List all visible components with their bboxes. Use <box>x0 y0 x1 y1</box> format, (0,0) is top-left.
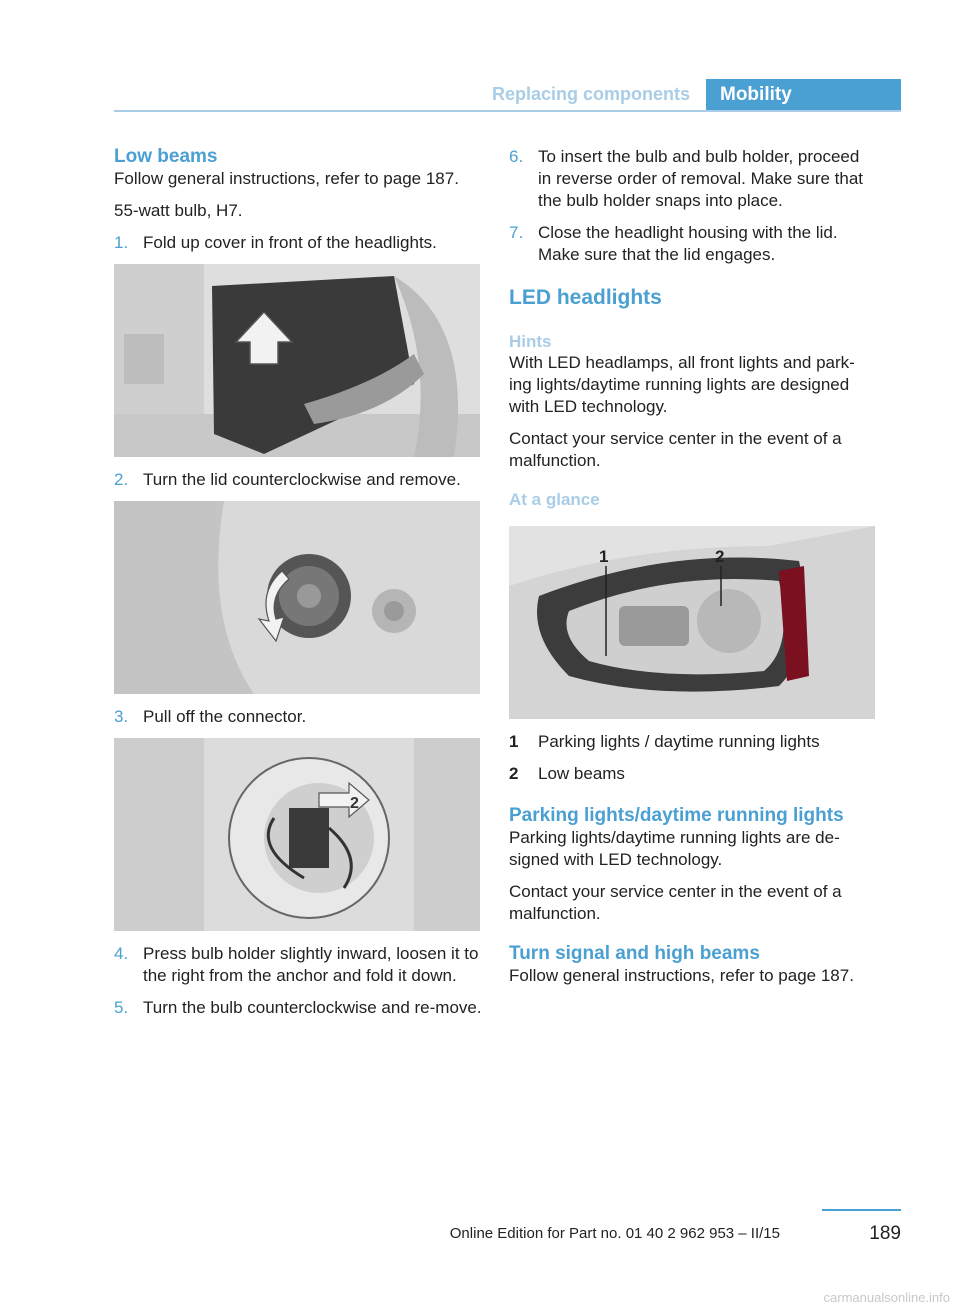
watermark: carmanualsonline.info <box>823 1290 950 1305</box>
step-7 <box>509 222 877 266</box>
header-section: Replacing components <box>491 84 690 104</box>
step-2 <box>114 469 482 491</box>
legend-text: Parking lights / daytime running lights <box>538 732 820 751</box>
step-number: 3. <box>114 707 129 726</box>
hints-paragraph-2: Contact your service center in the event of a malfunction. <box>509 429 842 470</box>
step-text: To insert the bulb and bulb holder, proceed in reverse order of removal. Make sure that the bulb holder snaps into place. <box>538 147 864 210</box>
turn-signal-paragraph: Follow general instructions, refer to page 187. <box>509 966 854 985</box>
left-column <box>114 146 482 1029</box>
legend-number: 2 <box>509 764 519 783</box>
step-text: Press bulb holder slightly inward, loosen it to the right from the anchor and fold it down. <box>143 944 479 985</box>
legend-item-2 <box>509 763 877 785</box>
low-beams-intro: Follow general instructions, refer to page 187. <box>114 169 459 188</box>
led-headlights-heading: LED headlights <box>509 286 662 309</box>
legend-number: 1 <box>509 732 519 751</box>
step-text: Fold up cover in front of the headlights. <box>143 233 437 252</box>
step-3 <box>114 706 482 728</box>
step-6 <box>509 146 877 212</box>
parking-paragraph-2: Contact your service center in the event of a malfunction. <box>509 882 842 923</box>
step-number: 6. <box>509 147 524 166</box>
callout-2: 2 <box>715 547 725 566</box>
step-text: Turn the bulb counterclockwise and re-move. <box>143 998 482 1017</box>
turn-signal-heading: Turn signal and high beams <box>509 943 760 964</box>
step-text: Turn the lid counterclockwise and remove. <box>143 470 461 489</box>
footer-rule <box>822 1209 901 1211</box>
right-column <box>509 146 877 997</box>
figure-fold-cover <box>114 264 480 457</box>
header-chapter-tab: Mobility <box>706 79 901 111</box>
step-5 <box>114 997 482 1019</box>
step-number: 4. <box>114 944 129 963</box>
step-4 <box>114 943 482 987</box>
step-text: Close the headlight housing with the lid. Make sure that the lid engages. <box>538 223 838 264</box>
hints-paragraph-1: With LED headlamps, all front lights and park-ing lights/daytime running lights are designed with LED technology. <box>509 353 855 416</box>
figure-turn-lid <box>114 501 480 694</box>
step-number: 5. <box>114 998 129 1017</box>
step-number: 7. <box>509 223 524 242</box>
bulb-spec: 55-watt bulb, H7. <box>114 201 243 220</box>
parking-lights-heading: Parking lights/daytime running lights <box>509 805 844 826</box>
step-number: 1. <box>114 233 129 252</box>
page-number: 189 <box>869 1223 901 1244</box>
legend-item-1 <box>509 731 877 753</box>
legend-text: Low beams <box>538 764 625 783</box>
step-number: 2. <box>114 470 129 489</box>
step-text: Pull off the connector. <box>143 707 307 726</box>
callout-1: 1 <box>599 547 609 566</box>
footer-edition: Online Edition for Part no. 01 40 2 962 953 – II/15 <box>449 1225 780 1242</box>
parking-paragraph-1: Parking lights/daytime running lights are de-signed with LED technology. <box>509 828 840 869</box>
figure-led-headlight <box>509 526 875 719</box>
figure-label: 2 <box>350 795 359 812</box>
hints-heading: Hints <box>509 332 552 351</box>
figure-pull-connector <box>114 738 480 931</box>
step-1 <box>114 232 482 254</box>
at-a-glance-heading: At a glance <box>509 490 600 509</box>
header-rule <box>114 110 901 112</box>
low-beams-heading: Low beams <box>114 146 218 167</box>
